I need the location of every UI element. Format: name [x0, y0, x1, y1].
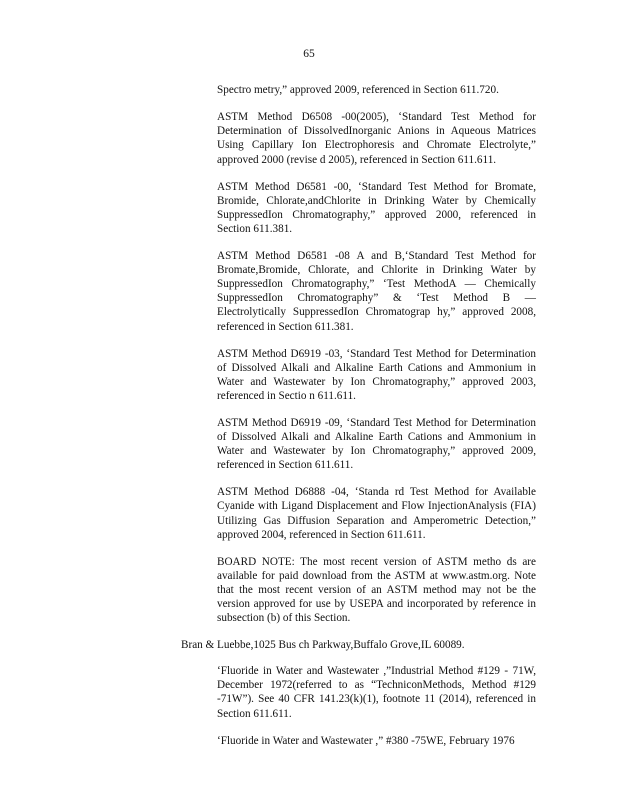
reference-entry: ‘Fluoride in Water and Wastewater ,” #380 -75WE, February 1976 — [217, 734, 515, 747]
reference-entry: ASTM Method D6581 -08 A and B,‘Standard Test Method for Bromate,Bromide, Chlorate, and Chlorite in Drinking Water by SuppressedIon Chromatography,” ‘Test MethodA — Chemically SuppressedIon Chromatography” & ‘Test Method B — Electrolytically SuppressedIon Chromatograp hy,” approved 2008, referenced in Section 611.381. — [217, 250, 536, 333]
vendor-heading: Bran & Luebbe,1025 Bus ch Parkway,Buffalo Grove,IL 60089. — [181, 639, 465, 652]
reference-entry: ASTM Method D6508 -00(2005), ‘Standard Test Method for Determination of DissolvedInorganic Anions in Aqueous Matrices Using Capillary Ion Electrophoresis and Chromate Electrolyte,” approved 2000 (revise d 2005), referenced in Section 611.611. — [217, 111, 536, 166]
board-note: BOARD NOTE: The most recent version of ASTM metho ds are available for paid download from the ASTM at www.astm.org. Note that the most recent version of an ASTM method may not be the version approved for use by USEPA and incorporated by reference in subsection (b) of this Section. — [217, 555, 536, 625]
document-body — [0, 72, 618, 761]
reference-entry: ASTM Method D6888 -04, ‘Standa rd Test Method for Available Cyanide with Ligand Displacement and Flow InjectionAnalysis (FIA) Utilizing Gas Diffusion Separation and Amperometric Detection,” approved 2004, referenced in Section 611.611. — [217, 486, 536, 541]
reference-entry: ASTM Method D6919 -03, ‘Standard Test Method for Determination of Dissolved Alkali and Alkaline Earth Cations and Ammonium in Water and Wastewater by Ion Chromatography,” approved 2003, referenced in Sectio n 611.611. — [217, 347, 536, 402]
reference-entry: ASTM Method D6919 -09, ‘Standard Test Method for Determination of Dissolved Alkali and Alkaline Earth Cations and Ammonium in Water and Wastewater by Ion Chromatography,” approved 2009, referenced in Section 611.611. — [217, 416, 536, 472]
reference-entry: ‘Fluoride in Water and Wastewater ,”Industrial Method #129 - 71W, December 1972(referred to as “TechniconMethods, Method #129 -71W”). See 40 CFR 141.23(k)(1), footnote 11 (2014), referenced in Section 611.611. — [217, 665, 536, 720]
reference-entry: ASTM Method D6581 -00, ‘Standard Test Method for Bromate, Bromide, Chlorate,andChlorite in Drinking Water by Chemically SuppressedIon Chromatography,” approved 2000, referenced in Section 611.381. — [217, 180, 536, 235]
reference-entry: Spectro metry,” approved 2009, referenced in Section 611.720. — [217, 84, 499, 97]
page-number: 65 — [303, 48, 315, 60]
